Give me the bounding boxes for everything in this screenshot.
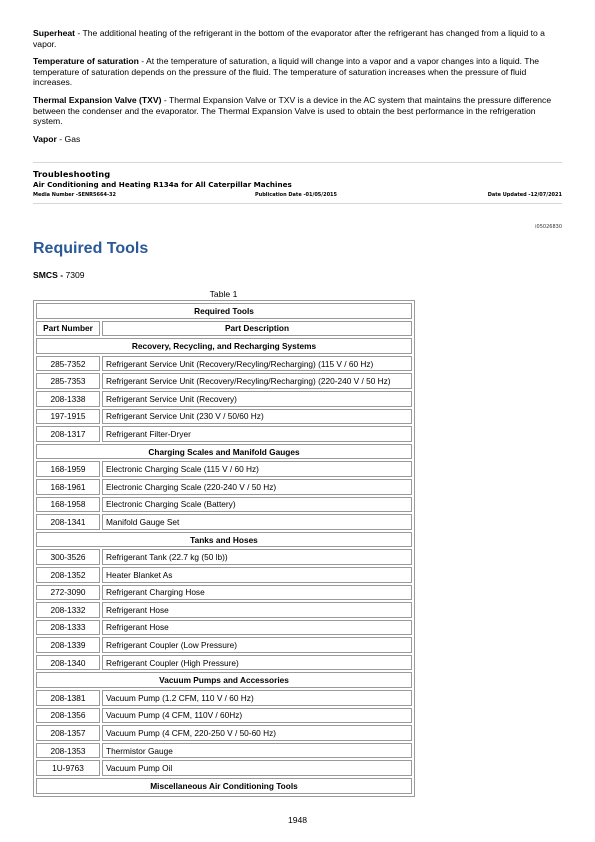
part-number-cell: 208-1339	[36, 637, 100, 653]
part-number-cell: 208-1352	[36, 567, 100, 583]
definition-txv	[33, 95, 563, 127]
table-group-heading: Recovery, Recycling, and Recharging Systems	[36, 338, 412, 354]
table-title-row	[36, 303, 412, 319]
part-description-cell: Refrigerant Coupler (Low Pressure)	[102, 637, 412, 653]
table-header-row	[36, 321, 412, 337]
table-row	[36, 567, 412, 583]
part-description-cell: Vacuum Pump (4 CFM, 220-250 V / 50-60 Hz)	[102, 725, 412, 741]
table-row	[36, 760, 412, 776]
table-row	[36, 497, 412, 513]
table-group-row	[36, 338, 412, 354]
smcs-code	[33, 270, 85, 280]
part-number-cell: 197-1915	[36, 409, 100, 425]
date-updated: Date Updated -12/07/2021	[487, 192, 562, 198]
part-description-cell: Manifold Gauge Set	[102, 514, 412, 530]
part-number-cell: 208-1381	[36, 690, 100, 706]
column-header-part-description: Part Description	[102, 321, 412, 337]
column-header-part-number: Part Number	[36, 321, 100, 337]
part-description-cell: Electronic Charging Scale (220-240 V / 50 Hz)	[102, 479, 412, 495]
part-number-cell: 208-1356	[36, 708, 100, 724]
definition-text: - Gas	[56, 133, 81, 144]
part-number-cell: 208-1332	[36, 602, 100, 618]
table-row	[36, 373, 412, 389]
required-tools-table	[33, 300, 415, 797]
definition-term: Thermal Expansion Valve (TXV)	[33, 94, 162, 105]
table-row	[36, 585, 412, 601]
part-description-cell: Refrigerant Service Unit (Recovery/Recyling/Recharging) (220-240 V / 50 Hz)	[102, 373, 412, 389]
table-group-heading: Miscellaneous Air Conditioning Tools	[36, 778, 412, 794]
part-description-cell: Refrigerant Service Unit (Recovery/Recyling/Recharging) (115 V / 60 Hz)	[102, 356, 412, 372]
table-row	[36, 426, 412, 442]
page-number: 1948	[287, 815, 308, 825]
part-number-cell: 208-1338	[36, 391, 100, 407]
header-divider	[33, 162, 562, 163]
table-group-heading: Vacuum Pumps and Accessories	[36, 672, 412, 688]
part-description-cell: Vacuum Pump (1.2 CFM, 110 V / 60 Hz)	[102, 690, 412, 706]
definition-text: - The additional heating of the refrigerant in the bottom of the evaporator after the refrigerant has changed from a liquid to a vapor.	[33, 28, 545, 49]
definition-text: - At the temperature of saturation, a liquid will change into a vapor and a vapor changes into a liquid. The temperature of saturation depends on the pressure of the fluid. The temperature of saturation increases when the pressure of fluid increases.	[33, 56, 540, 88]
definition-term: Superheat	[33, 28, 76, 38]
definition-superheat	[33, 28, 563, 49]
table-row	[36, 409, 412, 425]
table-row	[36, 514, 412, 530]
table-row	[36, 655, 412, 671]
part-description-cell: Vacuum Pump Oil	[102, 760, 412, 776]
part-number-cell: 168-1961	[36, 479, 100, 495]
definition-term: Temperature of saturation	[33, 56, 139, 67]
document-subtitle: Air Conditioning and Heating R134a for All Caterpillar Machines	[33, 180, 292, 189]
part-description-cell: Thermistor Gauge	[102, 743, 412, 759]
part-number-cell: 208-1357	[36, 725, 100, 741]
document-id: i05026830	[535, 224, 562, 230]
part-number-cell: 285-7353	[36, 373, 100, 389]
part-number-cell: 168-1958	[36, 497, 100, 513]
table-row	[36, 708, 412, 724]
table-row	[36, 690, 412, 706]
smcs-label: SMCS -	[33, 270, 66, 280]
table-row	[36, 461, 412, 477]
table-group-row	[36, 532, 412, 548]
glossary-definitions	[33, 28, 563, 151]
definition-term: Vapor	[33, 133, 57, 144]
part-description-cell: Refrigerant Service Unit (230 V / 50/60 Hz)	[102, 409, 412, 425]
table-row	[36, 725, 412, 741]
part-description-cell: Electronic Charging Scale (115 V / 60 Hz)	[102, 461, 412, 477]
media-number: Media Number -SENR5664-32	[33, 192, 116, 198]
part-description-cell: Refrigerant Hose	[102, 620, 412, 636]
part-number-cell: 208-1333	[36, 620, 100, 636]
table-caption: Table 1	[209, 289, 238, 299]
table-row	[36, 356, 412, 372]
part-number-cell: 168-1959	[36, 461, 100, 477]
part-description-cell: Electronic Charging Scale (Battery)	[102, 497, 412, 513]
table-group-row	[36, 444, 412, 460]
part-description-cell: Refrigerant Filter-Dryer	[102, 426, 412, 442]
table-group-heading: Tanks and Hoses	[36, 532, 412, 548]
table-row	[36, 602, 412, 618]
part-number-cell: 208-1317	[36, 426, 100, 442]
part-number-cell: 272-3090	[36, 585, 100, 601]
table-group-row	[36, 672, 412, 688]
part-number-cell: 208-1341	[36, 514, 100, 530]
part-description-cell: Refrigerant Charging Hose	[102, 585, 412, 601]
part-description-cell: Refrigerant Service Unit (Recovery)	[102, 391, 412, 407]
part-description-cell: Refrigerant Tank (22.7 kg (50 lb))	[102, 549, 412, 565]
section-heading: Required Tools	[33, 240, 149, 257]
part-number-cell: 300-3526	[36, 549, 100, 565]
part-number-cell: 285-7352	[36, 356, 100, 372]
document-title: Troubleshooting	[33, 169, 111, 179]
part-description-cell: Vacuum Pump (4 CFM, 110V / 60Hz)	[102, 708, 412, 724]
publication-date: Publication Date -01/05/2015	[255, 192, 338, 198]
table-title: Required Tools	[36, 303, 412, 319]
part-description-cell: Heater Blanket As	[102, 567, 412, 583]
part-description-cell: Refrigerant Coupler (High Pressure)	[102, 655, 412, 671]
definition-vapor	[33, 134, 563, 145]
part-number-cell: 208-1353	[36, 743, 100, 759]
part-description-cell: Refrigerant Hose	[102, 602, 412, 618]
table-row	[36, 549, 412, 565]
table-row	[36, 391, 412, 407]
part-number-cell: 208-1340	[36, 655, 100, 671]
definition-temperature-of-saturation	[33, 56, 563, 88]
part-number-cell: 1U-9763	[36, 760, 100, 776]
table-row	[36, 479, 412, 495]
header-bottom-divider	[33, 203, 562, 204]
table-row	[36, 743, 412, 759]
table-group-row	[36, 778, 412, 794]
smcs-value: 7309	[65, 270, 85, 280]
table-row	[36, 637, 412, 653]
table-group-heading: Charging Scales and Manifold Gauges	[36, 444, 412, 460]
table-row	[36, 620, 412, 636]
definition-text: - Thermal Expansion Valve or TXV is a device in the AC system that maintains the pressure difference between the condenser and the evaporator. The Thermal Expansion Valve is used to obtain the best performance in the refrigeration system.	[33, 94, 552, 127]
